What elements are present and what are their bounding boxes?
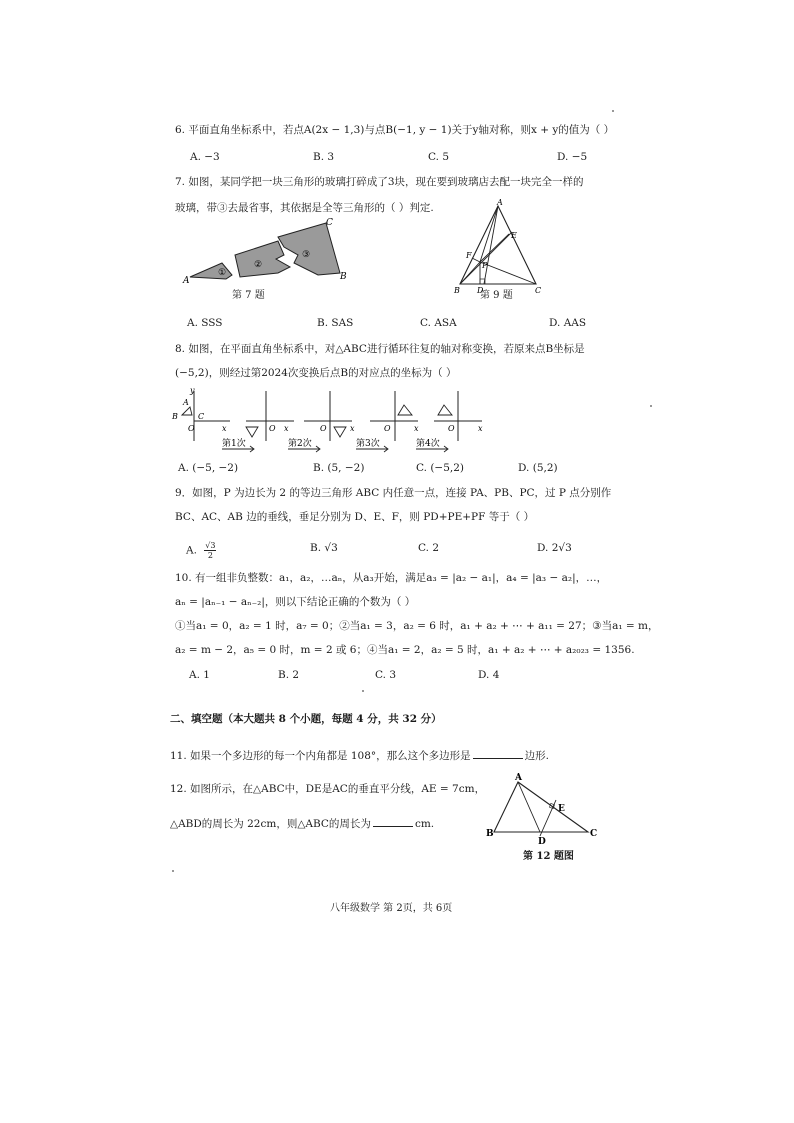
q9-label-c: C: [535, 286, 542, 295]
q8-p1-o: O: [269, 424, 276, 433]
q8-step-3: 第3次: [356, 439, 380, 449]
q8-p0-y: y: [190, 386, 195, 395]
q9-label-e: E: [511, 231, 517, 240]
q8-option-c: C. (−5,2): [416, 462, 465, 474]
q9-option-a-fraction: [204, 541, 216, 560]
q12-stem-line2-a: △ABD的周长为 22cm，则△ABC的周长为: [170, 818, 371, 830]
q8-p3-x: x: [414, 424, 419, 433]
q8-option-b: B. (5, −2): [313, 462, 365, 474]
section2-title: 二、填空题（本大题共 8 个小题，每题 4 分，共 32 分）: [170, 713, 442, 725]
q7-label-b: B: [340, 272, 347, 282]
q7-label-piece-3: ③: [302, 250, 311, 260]
q12-label-c: C: [590, 829, 598, 839]
q7-option-d: D. AAS: [549, 317, 587, 329]
q11-stem-b: 边形.: [524, 750, 550, 762]
q8-p0-o: O: [188, 424, 195, 433]
q9-figure-caption: 第 9 题: [480, 290, 513, 301]
q9-label-f: F: [466, 251, 472, 260]
q10-option-b: B. 2: [278, 669, 300, 681]
q11-stem-a: 11. 如果一个多边形的每一个内角都是 108°，那么这个多边形是: [170, 750, 471, 762]
q8-p0-b: B: [172, 412, 178, 421]
q8-option-d: D. (5,2): [518, 462, 558, 474]
q7-stem-line1: 7. 如图，某同学把一块三角形的玻璃打碎成了3块，现在要到玻璃店去配一块完全一样的: [175, 176, 584, 188]
q12-figure-caption: 第 12 题图: [523, 851, 574, 862]
q12-label-a: A: [515, 773, 522, 783]
q7-label-c: C: [326, 218, 333, 228]
scan-speck: [612, 110, 614, 112]
q8-p3-o: O: [384, 424, 391, 433]
q7-label-piece-1: ①: [218, 268, 227, 278]
q9-label-d: D: [477, 286, 484, 295]
q8-step-1: 第1次: [222, 439, 246, 449]
q8-stem-line1: 8. 如图，在平面直角坐标系中，对△ABC进行循环往复的轴对称变换，若原来点B坐标是: [175, 343, 585, 355]
q9-option-c: C. 2: [418, 542, 440, 554]
q11-stem: [170, 747, 549, 763]
q9-label-b: B: [454, 286, 460, 295]
q8-p2-x: x: [350, 424, 355, 433]
q7-piece-2: [235, 241, 290, 277]
q9-label-a: A: [497, 198, 503, 207]
q6-option-b: B. 3: [313, 151, 335, 163]
q9-option-a-prefix: A.: [186, 544, 197, 557]
q9-label-p: P: [482, 261, 488, 270]
q9-stem-line1: 9．如图，P 为边长为 2 的等边三角形 ABC 内任意一点，连接 PA、PB、PC，过 P 点分别作: [175, 487, 612, 499]
q9-figure: [452, 200, 562, 295]
q7-figure-caption: 第 7 题: [232, 290, 265, 301]
q8-step-2: 第2次: [288, 439, 312, 449]
q10-option-c: C. 3: [375, 669, 397, 681]
q11-answer-blank[interactable]: [473, 747, 523, 759]
q12-label-d: D: [538, 837, 546, 847]
q6-option-d: D. −5: [557, 151, 588, 163]
q7-stem-line2: 玻璃，带③去最省事，其依据是全等三角形的（ ）判定.: [175, 202, 434, 214]
q8-stem-line2: (−5,2)，则经过第2024次变换后点B的对应点的坐标为（ ）: [175, 367, 457, 379]
q9-option-d: D. 2√3: [537, 542, 572, 554]
q8-p4-o: O: [448, 424, 455, 433]
q12-stem-line1: 12. 如图所示，在△ABC中，DE是AC的垂直平分线，AE = 7cm，: [170, 783, 486, 795]
q9-option-a-numerator: √3: [205, 541, 216, 550]
q10-stem-line1: 10. 有一组非负整数：a₁，a₂，…aₙ，从a₃开始，满足a₃ = |a₂ − a₁|，a₄ = |a₃ − a₂|，…，: [175, 572, 608, 584]
q7-label-piece-2: ②: [254, 260, 263, 270]
q7-option-c: C. ASA: [420, 317, 457, 329]
scan-speck: [362, 690, 364, 692]
q12-answer-blank[interactable]: [373, 815, 413, 827]
q10-option-a: A. 1: [189, 669, 210, 681]
q12-figure: [484, 773, 602, 847]
q8-p2-o: O: [320, 424, 327, 433]
q12-label-e: E: [558, 804, 565, 814]
q8-step-4: 第4次: [416, 439, 440, 449]
q12-stem-line2-b: cm.: [414, 818, 435, 830]
q8-p0-c: C: [198, 412, 205, 421]
q7-option-b: B. SAS: [317, 317, 354, 329]
q9-option-a-denominator: 2: [207, 551, 213, 560]
q8-p0-x: x: [222, 424, 227, 433]
q10-stem-line3: ①当a₁ = 0，a₂ = 1 时，a₇ = 0；②当a₁ = 3，a₂ = 6 时，a₁ + a₂ + ⋯ + a₁₁ = 27；③当a₁ = m，: [175, 620, 659, 632]
q7-option-a: A. SSS: [187, 317, 223, 329]
q10-stem-line4: a₂ = m − 2，a₅ = 0 时，m = 2 或 6；④当a₁ = 2，a₂ = 5 时，a₁ + a₂ + ⋯ + a₂₀₂₃ = 1356.: [175, 644, 635, 656]
q8-figure: [170, 385, 490, 457]
q8-p1-x: x: [284, 424, 289, 433]
q12-triangle: [494, 782, 588, 832]
q12-stem-line2: [170, 815, 434, 831]
q6-option-a: A. −3: [190, 151, 220, 163]
q12-label-b: B: [486, 829, 494, 839]
q9-stem-line2: BC、AC、AB 边的垂线，垂足分别为 D、E、F，则 PD+PE+PF 等于（ ）: [175, 511, 535, 523]
scan-speck: [172, 870, 174, 872]
q10-option-d: D. 4: [478, 669, 500, 681]
q9-option-b: B. √3: [310, 542, 338, 554]
page-footer: 八年级数学 第 2页，共 6页: [330, 903, 453, 914]
q7-label-a: A: [183, 276, 190, 286]
q8-option-a: A. (−5, −2): [178, 462, 239, 474]
scan-speck: [650, 405, 652, 407]
q9-option-a: [186, 541, 216, 560]
q8-p4-x: x: [478, 424, 483, 433]
q6-option-c: C. 5: [428, 151, 450, 163]
q10-stem-line2: aₙ = |aₙ₋₁ − aₙ₋₂|，则以下结论正确的个数为（ ）: [175, 596, 416, 608]
q7-figure: [180, 215, 360, 295]
q6-stem: 6. 平面直角坐标系中，若点A(2x − 1,3)与点B(−1, y − 1)关于y轴对称，则x + y的值为（ ）: [175, 124, 615, 136]
q8-p0-a: A: [183, 398, 189, 407]
